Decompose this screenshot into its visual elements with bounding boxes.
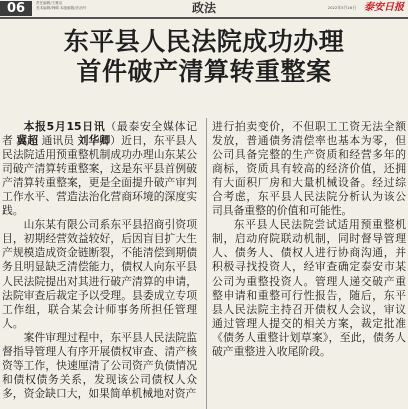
header-rule: [0, 17, 408, 19]
reporter-name: 冀超: [16, 134, 39, 148]
headline-line-1: 东平县人民法院成功办理: [63, 27, 345, 56]
editor-info: [36, 1, 136, 11]
editor-info-line-1: 责任编辑/王雅洁: [36, 1, 63, 5]
dateline: 本报5月15日讯: [23, 120, 106, 133]
page-header: [0, 0, 408, 17]
article-headline: [0, 27, 408, 87]
column-divider: [206, 118, 207, 409]
section-title: 政法: [191, 1, 216, 15]
byline-close: ）: [110, 134, 122, 148]
page-number: 06: [0, 1, 32, 16]
article-paragraph-3: 案件审理过程中，东平县人民法院监督指导管理人有序开展债权审查、清产核资等工作，快速厘清了公司资产负债情况和债权债务关系，发现该公司债权人众多，资金缺口大，如果简单机械地对资产: [2, 330, 197, 400]
article-paragraph-4: 东平县人民法院尝试适用预重整机制，启动府院联动机制，同时督导管理人、债务人、债权人进行协商沟通，并积极寻找投资人，经审查确定泰安市某公司为重整投资人。管理人递交破产重整申请和重整可行性报告，随后，东平县人民法院主持召开债权人会议，审议通过管理人提交的相关方案，裁定批准《债务人重整计划草案》，至此，债务人破产重整进入收尾阶段。: [212, 218, 406, 358]
issue-date: 2022年5月16日: [327, 5, 356, 10]
editor-info-line-2: 美术编辑/韩佩 本版邮箱/法治号: [36, 6, 87, 10]
byline-open: （最泰安全媒体记者: [2, 120, 197, 148]
paragraph-1-text: 近日，东平县人民法院适用预重整机制成功办理山东某公司破产清算转重整案，这是东平县首例破产清算转重整案，更是全面提升破产审判工作水平、营造法治化营商环境的深度实践。: [2, 134, 197, 218]
article-column-left: [2, 120, 197, 409]
correspondent-name: 刘华卿: [77, 134, 111, 148]
article-paragraph-3-continued: 进行拍卖变价，不但职工工资无法全额发放，普通债务清偿率也基本为零，但公司具备完整的生产资质和经营多年的商标，资质具有较高的经济价值，还拥有大面积厂房和大量机械设备。经过综合考虑，东平县人民法院分析认为该公司具备重整的价值和可能性。: [212, 120, 406, 218]
article-paragraph-2: 山东某有限公司系东平县招商引资项目，初期经营效益较好，后因盲目扩大生产规模造成资金链断裂，不能清偿到期债务且明显缺乏清偿能力，债权人向东平县人民法院提出对其进行破产清算的申请，法院审查后裁定予以受理。县委成立专项工作组，联合某会计师事务所担任管理人。: [2, 218, 197, 330]
headline-line-2: 首件破产清算转重整案: [76, 57, 332, 86]
byline-mid: 通讯员: [38, 134, 78, 148]
article-column-right: [212, 120, 406, 409]
article-lead-paragraph: [2, 120, 197, 218]
newspaper-masthead-logo: 泰安日报: [364, 2, 404, 13]
